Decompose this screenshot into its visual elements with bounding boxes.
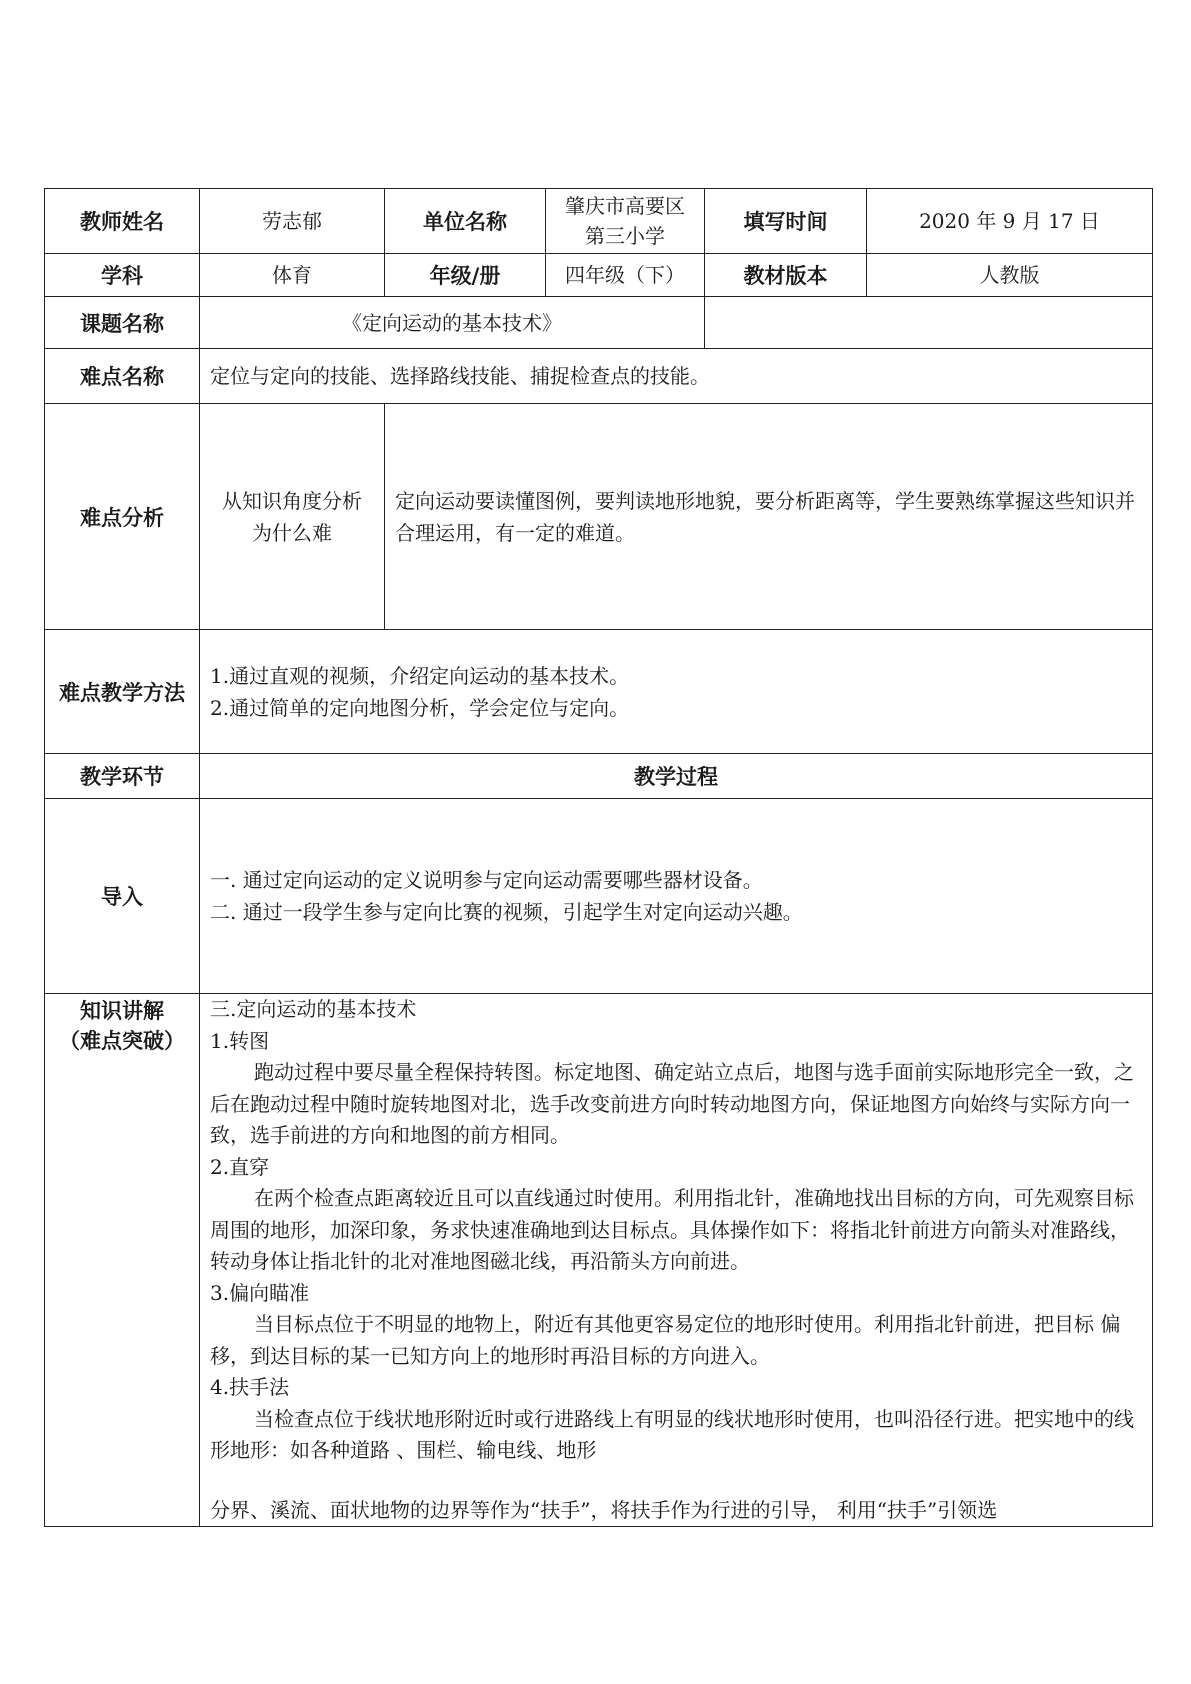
- section-4-continued: 分界、溪流、面状地物的边界等作为“扶手”，将扶手作为行进的引导， 利用“扶手”引领选: [210, 1497, 998, 1522]
- process-header-row: [45, 754, 1153, 799]
- topic-value: 《定向运动的基本技术》: [200, 297, 705, 349]
- section-4-title: 4.扶手法: [210, 1375, 290, 1399]
- subject-value: 体育: [200, 254, 385, 297]
- method-label: 难点教学方法: [45, 630, 200, 754]
- topic-blank: [705, 297, 1153, 349]
- grade-label: 年级/册: [385, 254, 546, 297]
- teacher-value: 劳志郁: [200, 189, 385, 254]
- subject-label: 学科: [45, 254, 200, 297]
- intro-content: [200, 799, 1153, 994]
- method-row: [45, 630, 1153, 754]
- knowledge-label-line-2: （难点突破）: [59, 1029, 185, 1053]
- header-row-2: [45, 254, 1153, 297]
- knowledge-label: [45, 994, 200, 1527]
- unit-value: 肇庆市高要区第三小学: [546, 189, 705, 254]
- intro-label: 导入: [45, 799, 200, 994]
- lesson-plan-table: [44, 188, 1153, 1527]
- topic-row: [45, 297, 1153, 349]
- section-2-title: 2.直穿: [210, 1154, 270, 1179]
- difficulty-row: [45, 349, 1153, 404]
- section-3-body: 当目标点位于不明显的地物上，附近有其他更容易定位的地形时使用。利用指北针前进，把目标 偏移，到达目标的某一已知方向上的地形时再沿目标的方向进入。: [210, 1312, 1121, 1368]
- grade-value: 四年级（下）: [546, 254, 705, 297]
- difficulty-label: 难点名称: [45, 349, 200, 404]
- section-4-body: 当检查点位于线状地形附近时或行进路线上有明显的线状地形时使用，也叫沿径行进。把实地中的线形地形：如各种道路 、围栏、输电线、地形: [210, 1406, 1134, 1462]
- date-value: 2020 年 9 月 17 日: [867, 189, 1153, 254]
- intro-item-1: 一. 通过定向运动的定义说明参与定向运动需要哪些器材设备。: [210, 868, 763, 892]
- intro-row: [45, 799, 1153, 994]
- knowledge-row: [45, 994, 1153, 1527]
- topic-label: 课题名称: [45, 297, 200, 349]
- section-4-gap: [210, 1467, 1142, 1495]
- analysis-row: [45, 404, 1153, 630]
- intro-item-2: 二. 通过一段学生参与定向比赛的视频，引起学生对定向运动兴趣。: [210, 900, 803, 924]
- section-1-title: 1.转图: [210, 1028, 270, 1053]
- date-label: 填写时间: [705, 189, 867, 254]
- knowledge-content: [200, 994, 1153, 1527]
- analysis-label: 难点分析: [45, 404, 200, 630]
- analysis-value: 定向运动要读懂图例，要判读地形地貌，要分析距离等，学生要熟练掌握这些知识并合理运用，有一定的难道。: [385, 404, 1153, 630]
- header-row-1: [45, 189, 1153, 254]
- edition-value: 人教版: [867, 254, 1153, 297]
- method-content: [200, 630, 1153, 754]
- analysis-sub-label: 从知识角度分析为什么难: [200, 404, 385, 630]
- method-item-2: 2.通过简单的定向地图分析，学会定位与定向。: [210, 695, 630, 720]
- section-2-body: 在两个检查点距离较近且可以直线通过时使用。利用指北针，准确地找出目标的方向，可先观察目标周围的地形，加深印象，务求快速准确地到达目标点。具体操作如下：将指北针前进方向箭头对准路线，转动身体让指北针的北对准地图磁北线，再沿箭头方向前进。: [210, 1186, 1134, 1273]
- teacher-label: 教师姓名: [45, 189, 200, 254]
- difficulty-value: 定位与定向的技能、选择路线技能、捕捉检查点的技能。: [200, 349, 1153, 404]
- section-3-title: 3.偏向瞄准: [210, 1280, 310, 1305]
- method-item-1: 1.通过直观的视频，介绍定向运动的基本技术。: [210, 663, 630, 688]
- edition-label: 教材版本: [705, 254, 867, 297]
- process-label: 教学过程: [200, 754, 1153, 799]
- stage-label: 教学环节: [45, 754, 200, 799]
- knowledge-heading: 三.定向运动的基本技术: [210, 997, 417, 1021]
- knowledge-label-line-1: 知识讲解: [80, 999, 164, 1023]
- section-1-body: 跑动过程中要尽量全程保持转图。标定地图、确定站立点后，地图与选手面前实际地形完全一致，之后在跑动过程中随时旋转地图对北，选手改变前进方向时转动地图方向，保证地图方向始终与实际方向一致，选手前进的方向和地图的前方相同。: [210, 1060, 1134, 1147]
- unit-label: 单位名称: [385, 189, 546, 254]
